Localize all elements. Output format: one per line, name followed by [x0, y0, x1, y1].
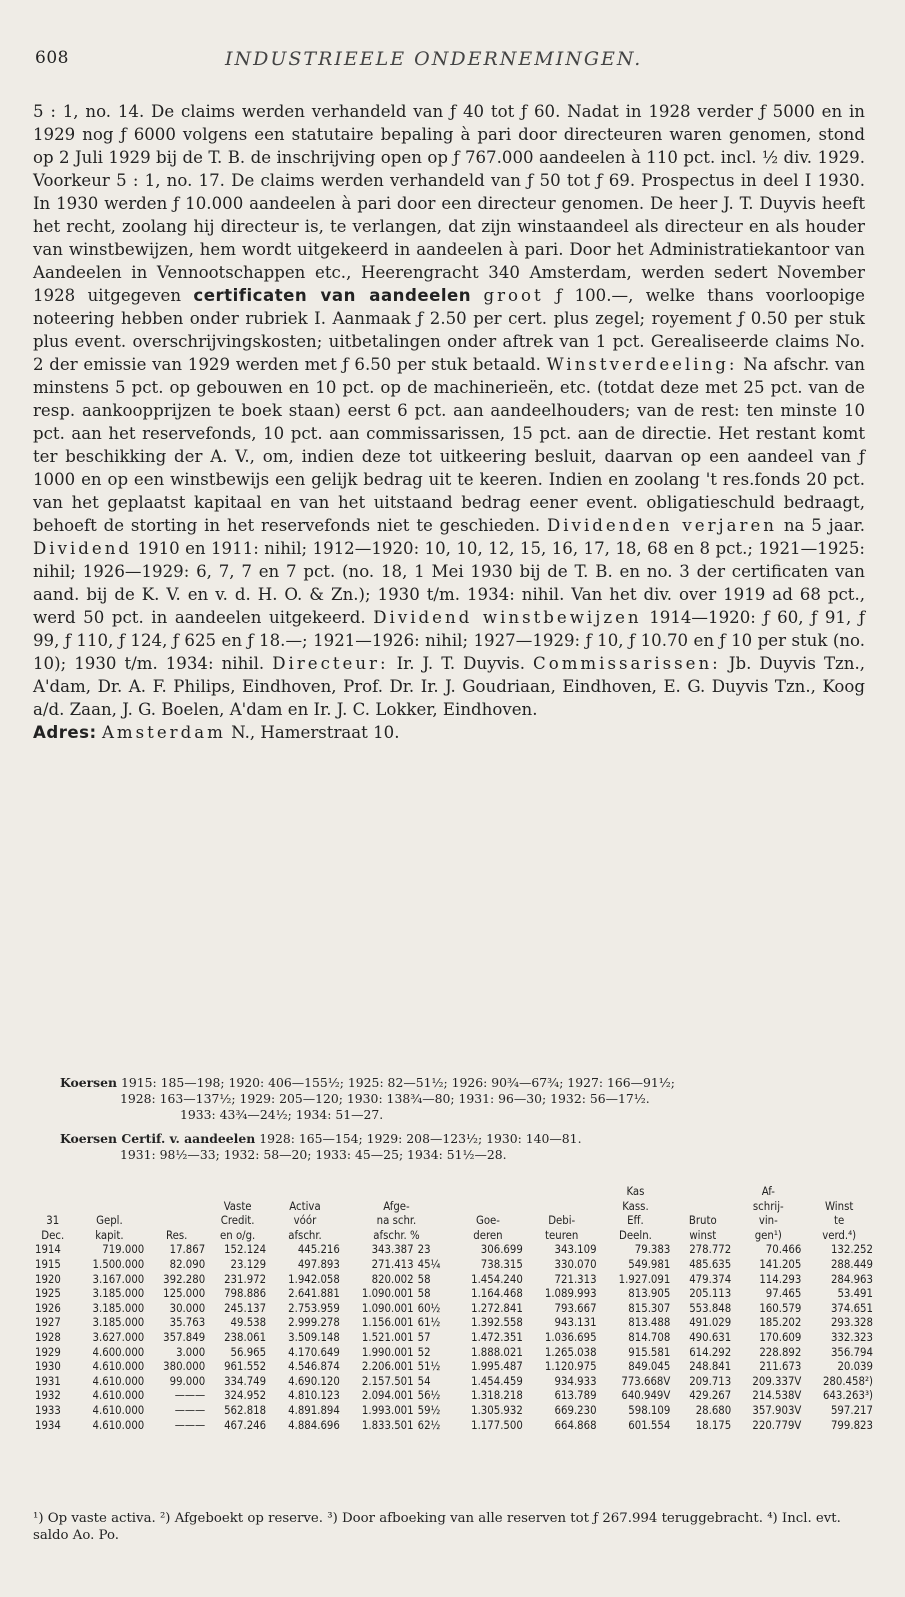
certificaten-text: ƒ 100.—, welke thans voorloopige noteering hebben onder rubriek I. Aanmaak ƒ 2.50 per cert. plus zegel; royement ƒ 0.50 per stuk plus event. overschrijvingskosten; uitbetalingen onder aftrek van 1 pct. Gerealiseerde claims No. 2 der emissie van 1929 werden met ƒ 6.50 per stuk betaald. — [33, 286, 865, 374]
column-header — [525, 1200, 599, 1215]
column-header: Winst — [825, 1199, 854, 1213]
koersen-line — [60, 1075, 840, 1091]
table-cell: 485.635 — [689, 1257, 732, 1271]
column-header: Eff. — [627, 1214, 644, 1228]
table-cell: 330.070 — [554, 1257, 597, 1271]
table-cell: 3.185.000 — [92, 1287, 145, 1301]
column-header: gen¹) — [754, 1228, 782, 1242]
table-cell: 1.090.001 — [361, 1287, 414, 1301]
table-cell: 1.089.993 — [544, 1287, 597, 1301]
table-cell: 2.753.959 — [288, 1301, 340, 1315]
table-row — [33, 1302, 875, 1317]
table-cell: 380.000 — [163, 1360, 206, 1374]
table-cell: 17.867 — [169, 1243, 206, 1257]
year-cell: 1933 — [35, 1403, 61, 1417]
column-header: afschr. % — [373, 1228, 420, 1242]
table-cell: 1.500.000 — [92, 1257, 145, 1271]
table-cell: 245.137 — [224, 1301, 267, 1315]
table-row — [33, 1331, 875, 1346]
table-cell: 228.892 — [759, 1345, 802, 1359]
table-cell: 293.328 — [830, 1316, 873, 1330]
table-cell: 2.157.501 — [361, 1374, 414, 1388]
table-cell: 35.763 — [169, 1316, 206, 1330]
table-cell: 60½ — [417, 1301, 441, 1315]
table-row — [33, 1316, 875, 1331]
table-cell: 49.538 — [230, 1316, 267, 1330]
column-header: 31 — [46, 1214, 60, 1228]
table-cell: 491.029 — [689, 1316, 732, 1330]
year-cell: 1930 — [35, 1360, 61, 1374]
koersen-values-2: 1928: 163—137½; 1929: 205—120; 1930: 138¾—80; 1931: 96—30; 1932: 56—17½. — [120, 1091, 650, 1106]
table-cell: 1.090.001 — [361, 1301, 414, 1315]
table-cell: 3.167.000 — [92, 1272, 145, 1286]
column-header: teuren — [545, 1228, 579, 1242]
table-cell: 58 — [417, 1272, 431, 1286]
adres-label: Adres: — [33, 723, 97, 742]
table-cell: 209.713 — [689, 1374, 732, 1388]
column-header: vóór — [293, 1214, 317, 1228]
table-cell: 3.627.000 — [92, 1330, 145, 1344]
column-header: schrij- — [752, 1199, 784, 1213]
directeur-text: Ir. J. T. Duyvis. — [396, 654, 525, 673]
dividend-winstbewijzen-text: 1914—1920: ƒ 60, ƒ 91, ƒ 99, ƒ 110, ƒ 124, ƒ 625 en ƒ 18.—; 1921—1926: nihil; 1927—1929: ƒ 10, ƒ 10.70 en ƒ 10 per stuk (no. 10); 1930 t/m. 1934: nihil. — [33, 608, 865, 673]
table-cell: 2.206.001 — [361, 1360, 414, 1374]
table-cell: 4.610.000 — [92, 1374, 145, 1388]
table-row — [33, 1243, 875, 1258]
table-cell: 4.546.874 — [288, 1360, 340, 1374]
table-cell: 3.509.148 — [288, 1330, 340, 1344]
koersen-cert-values-1: 1928: 165—154; 1929: 208—123½; 1930: 140—81. — [259, 1131, 582, 1146]
table-cell: 1.305.932 — [471, 1403, 523, 1417]
year-cell: 1920 — [35, 1272, 61, 1286]
table-cell: 4.690.120 — [288, 1374, 340, 1388]
column-header — [525, 1185, 599, 1200]
column-header — [803, 1185, 875, 1200]
table-row — [33, 1258, 875, 1273]
table-cell: 3.185.000 — [92, 1301, 145, 1315]
table-cell: 1.454.459 — [471, 1374, 523, 1388]
issue-history-text: 5 : 1, no. 14. De claims werden verhandeld van ƒ 40 tot ƒ 60. Nadat in 1928 verder ƒ 5000 en in 1929 nog ƒ 6000 volgens een statutaire bepaling à pari door directeuren waren genomen, stond op 2 Juli 1929 bij de T. B. de inschrijving open op ƒ 767.000 aandeelen à 110 pct. incl. ½ div. 1929. Voorkeur 5 : 1, no. 17. De claims werden verhandeld van ƒ 50 tot ƒ 69. Prospectus in deel I 1930. In 1930 werden ƒ 10.000 aandeelen à pari door een directeur genomen. De heer J. T. Duyvis heeft het recht, zoolang hij directeur is, te verlangen, dat zijn winstaandeel als directeur en als houder van winstbewijzen, hem wordt uitgekeerd in aandeelen à pari. Door het Administratiekantoor van Aandeelen in Vennootschappen etc., Heerengracht 340 Amsterdam, werden sedert November 1928 uitgegeven — [33, 102, 865, 305]
table-cell: 4.610.000 — [92, 1418, 145, 1432]
table-row — [33, 1404, 875, 1419]
table-cell: 1.156.001 — [361, 1316, 414, 1330]
column-header: Deeln. — [619, 1228, 652, 1242]
table-header-row — [33, 1229, 875, 1244]
table-cell: 214.538V — [752, 1389, 802, 1403]
column-header: Activa — [289, 1199, 321, 1213]
table-cell: 59½ — [417, 1403, 441, 1417]
column-header: na schr. — [376, 1214, 417, 1228]
groot-label: groot — [483, 286, 544, 305]
table-cell: 3.000 — [176, 1345, 206, 1359]
table-row — [33, 1273, 875, 1288]
column-header: Afge- — [383, 1199, 410, 1213]
table-cell: 278.772 — [689, 1243, 732, 1257]
table-cell: 152.124 — [224, 1243, 267, 1257]
column-header: Dec. — [41, 1228, 65, 1242]
table-cell: 4.810.123 — [288, 1389, 340, 1403]
table-cell: 28.680 — [695, 1403, 732, 1417]
table-cell: 209.337V — [752, 1374, 802, 1388]
table-cell: 1.833.501 — [361, 1418, 414, 1432]
column-header: afschr. — [288, 1228, 322, 1242]
year-cell: 1934 — [35, 1418, 61, 1432]
koersen-cert-label: Koersen Certif. v. aandeelen — [60, 1131, 256, 1146]
paragraph — [33, 100, 865, 721]
table-cell: 374.651 — [830, 1301, 873, 1315]
table-cell: 280.458²) — [822, 1374, 873, 1388]
year-cell: 1931 — [35, 1374, 61, 1388]
table-cell: 613.789 — [554, 1389, 597, 1403]
column-header: te — [834, 1214, 845, 1228]
table-cell: 1.177.500 — [471, 1418, 523, 1432]
table-cell: ——— — [174, 1403, 206, 1417]
table-cell: 1.318.218 — [471, 1389, 523, 1403]
table-cell: 1.942.058 — [288, 1272, 340, 1286]
table-cell: 721.313 — [554, 1272, 597, 1286]
table-cell: 132.252 — [830, 1243, 873, 1257]
footnote-text: ¹) Op vaste activa. ²) Afgeboekt op reserve. ³) Door afboeking van alle reserven tot ƒ 267.994 teruggebracht. ⁴) Incl. evt. saldo Ao. Po. — [33, 1511, 841, 1543]
column-header: Vaste — [223, 1199, 252, 1213]
table-cell: 490.631 — [689, 1330, 732, 1344]
table-cell: 4.170.649 — [288, 1345, 340, 1359]
koersen-cert-values-2: 1931: 98½—33; 1932: 58—20; 1933: 45—25; 1934: 51½—28. — [120, 1147, 507, 1162]
table-cell: 324.952 — [224, 1389, 267, 1403]
table-row — [33, 1287, 875, 1302]
table-cell: 1.036.695 — [544, 1330, 597, 1344]
table-cell: 1.120.975 — [544, 1360, 597, 1374]
column-header: Goe- — [475, 1214, 500, 1228]
table-cell: 1.272.841 — [471, 1301, 523, 1315]
table-cell: 1.993.001 — [361, 1403, 414, 1417]
table-cell: ——— — [174, 1418, 206, 1432]
table-cell: 61½ — [417, 1316, 441, 1330]
table-cell: 284.963 — [830, 1272, 873, 1286]
table-header-row — [33, 1214, 875, 1229]
koersen-label: Koersen — [60, 1075, 118, 1090]
table-cell: 2.094.001 — [361, 1389, 414, 1403]
table-cell: 553.848 — [689, 1301, 732, 1315]
table-cell: 82.090 — [169, 1257, 206, 1271]
column-header: Credit. — [220, 1214, 255, 1228]
table-cell: 849.045 — [628, 1360, 671, 1374]
table-cell: 160.579 — [759, 1301, 802, 1315]
table-cell: 961.552 — [224, 1360, 267, 1374]
table-cell: 1.888.021 — [471, 1345, 523, 1359]
table-cell: 211.673 — [759, 1360, 802, 1374]
dividenden-verjaren-label: Dividenden verjaren — [546, 516, 777, 535]
table-cell: 719.000 — [102, 1243, 145, 1257]
body-text — [33, 100, 865, 744]
table-cell: 288.449 — [830, 1257, 873, 1271]
table-cell: 57 — [417, 1330, 431, 1344]
table-cell: 1.521.001 — [361, 1330, 414, 1344]
koersen-cert-line — [60, 1131, 840, 1147]
year-cell: 1915 — [35, 1257, 61, 1271]
column-header: Debi- — [548, 1214, 576, 1228]
dividend-label: Dividend — [33, 539, 133, 558]
table-cell: 813.488 — [628, 1316, 671, 1330]
column-header — [33, 1200, 73, 1215]
table-cell: 4.610.000 — [92, 1403, 145, 1417]
table-body — [33, 1243, 875, 1433]
table-cell: 1.990.001 — [361, 1345, 414, 1359]
table-row — [33, 1375, 875, 1390]
table-cell: 53.491 — [837, 1287, 873, 1301]
table-header-row — [33, 1185, 875, 1200]
table-cell: 934.933 — [554, 1374, 597, 1388]
table-cell: 343.387 — [371, 1243, 414, 1257]
table-cell: 54 — [417, 1374, 431, 1388]
table-cell: 820.002 — [371, 1272, 414, 1286]
koersen-values-3: 1933: 43¾—24½; 1934: 51—27. — [180, 1107, 384, 1122]
winstverdeeling-label: Winstverdeeling: — [546, 355, 738, 374]
column-header: Af- — [761, 1185, 775, 1198]
table-cell: 1.265.038 — [544, 1345, 597, 1359]
column-header — [451, 1200, 525, 1215]
column-header: Bruto — [688, 1214, 717, 1228]
table-cell: 205.113 — [689, 1287, 732, 1301]
column-header: Kas — [626, 1185, 645, 1198]
table-cell: 56½ — [417, 1389, 441, 1403]
page-header — [35, 48, 875, 78]
column-header: verd.⁴) — [822, 1228, 857, 1242]
table-cell: 3.185.000 — [92, 1316, 145, 1330]
column-header — [672, 1200, 733, 1215]
table-cell: 220.779V — [752, 1418, 802, 1432]
column-header — [73, 1200, 147, 1215]
table-cell: 614.292 — [689, 1345, 732, 1359]
table-row — [33, 1360, 875, 1375]
column-header — [146, 1214, 207, 1229]
year-cell: 1926 — [35, 1301, 61, 1315]
table-cell: 798.886 — [224, 1287, 267, 1301]
table-cell: 23.129 — [230, 1257, 267, 1271]
table-cell: 271.413 — [371, 1257, 414, 1271]
koersen-section — [60, 1075, 840, 1163]
footnotes — [33, 1510, 873, 1544]
table-cell: 4.891.894 — [288, 1403, 340, 1417]
column-header: kapit. — [95, 1228, 124, 1242]
table-cell: 1.454.240 — [471, 1272, 523, 1286]
table-cell: 62½ — [417, 1418, 441, 1432]
table-cell: 467.246 — [224, 1418, 267, 1432]
adres-city: Amsterdam — [101, 723, 226, 742]
year-cell: 1925 — [35, 1287, 61, 1301]
table-cell: 392.280 — [163, 1272, 206, 1286]
column-header: vin- — [758, 1214, 778, 1228]
column-header — [146, 1185, 207, 1200]
table-cell: 4.610.000 — [92, 1360, 145, 1374]
table-cell: 4.884.696 — [288, 1418, 340, 1432]
year-cell: 1928 — [35, 1330, 61, 1344]
table-cell: 357.903V — [752, 1403, 802, 1417]
table-cell: 2.641.881 — [288, 1287, 340, 1301]
table-cell: 815.307 — [628, 1301, 671, 1315]
table-cell: 773.668V — [621, 1374, 671, 1388]
adres-rest: N., Hamerstraat 10. — [231, 723, 400, 742]
column-header — [207, 1185, 268, 1200]
table-cell: 45¼ — [417, 1257, 441, 1271]
column-header — [73, 1185, 147, 1200]
table-cell: 601.554 — [628, 1418, 671, 1432]
commissarissen-label: Commissarissen: — [533, 654, 721, 673]
column-header: deren — [473, 1228, 503, 1242]
table-row — [33, 1419, 875, 1434]
table-cell: 114.293 — [759, 1272, 802, 1286]
table-cell: 643.263³) — [822, 1389, 873, 1403]
table-cell: 738.315 — [480, 1257, 523, 1271]
table-cell: 1.472.351 — [471, 1330, 523, 1344]
table-cell: 238.061 — [224, 1330, 267, 1344]
year-cell: 1927 — [35, 1316, 61, 1330]
financial-table — [33, 1185, 875, 1433]
table-header-row — [33, 1200, 875, 1215]
table-cell: 4.610.000 — [92, 1389, 145, 1403]
table-cell: 669.230 — [554, 1403, 597, 1417]
directeur-label: Directeur: — [272, 654, 389, 673]
column-header: en o/g. — [220, 1228, 256, 1242]
column-header: Kass. — [622, 1199, 649, 1213]
running-title: INDUSTRIEELE ONDERNEMINGEN. — [225, 48, 643, 70]
column-header — [146, 1200, 207, 1215]
page-number: 608 — [35, 48, 69, 68]
table-cell: 640.949V — [621, 1389, 671, 1403]
table-cell: 58 — [417, 1287, 431, 1301]
table-cell: 51½ — [417, 1360, 441, 1374]
column-header: Res. — [166, 1228, 188, 1242]
table-cell: 562.818 — [224, 1403, 267, 1417]
dividend-winstbewijzen-label: Dividend winstbewijzen — [373, 608, 642, 627]
table-cell: 598.109 — [628, 1403, 671, 1417]
table-cell: 99.000 — [169, 1374, 206, 1388]
table-row — [33, 1389, 875, 1404]
table-cell: 141.205 — [759, 1257, 802, 1271]
table-cell: 97.465 — [765, 1287, 802, 1301]
year-cell: 1914 — [35, 1243, 61, 1257]
table-cell: 52 — [417, 1345, 431, 1359]
column-header: winst — [689, 1228, 717, 1242]
table-cell: 23 — [417, 1243, 431, 1257]
table-cell: 429.267 — [689, 1389, 732, 1403]
winstverdeeling-text: Na afschr. van minstens 5 pct. op gebouwen en 10 pct. op de machinerieën, etc. (totdat deze met 25 pct. van de resp. aankoopprijzen te boek staan) eerst 6 pct. aan aandeelhouders; van de rest: ten minste 10 pct. aan het reservefonds, 10 pct. aan commissarissen, 15 pct. aan de directie. Het restant komt ter beschikking der A. V., om, indien deze tot uitkeering besluit, daarvan op een aandeel van ƒ 1000 en op een winstbewijs een gelijk bedrag uit te keeren. Indien en zoolang 't res.fonds 20 pct. van het geplaatst kapitaal en van het uitstaand bedrag eener event. obligatieschuld bedraagt, behoeft de storting in het reservefonds niet te geschieden. — [33, 355, 865, 535]
table-cell: 4.600.000 — [92, 1345, 145, 1359]
table-cell: 597.217 — [830, 1403, 873, 1417]
table-cell: 445.216 — [297, 1243, 340, 1257]
koersen-values-1: 1915: 185—198; 1920: 406—155½; 1925: 82—51½; 1926: 90¾—67¾; 1927: 166—91½; — [121, 1075, 675, 1090]
table-cell: 497.893 — [297, 1257, 340, 1271]
table-cell: 813.905 — [628, 1287, 671, 1301]
table-cell: 332.323 — [830, 1330, 873, 1344]
table-cell: 1.392.558 — [471, 1316, 523, 1330]
table-cell: 793.667 — [554, 1301, 597, 1315]
column-header — [451, 1185, 525, 1200]
table-row — [33, 1346, 875, 1361]
table-cell: 357.849 — [163, 1330, 206, 1344]
table-cell: 20.039 — [837, 1360, 873, 1374]
table-cell: 306.699 — [480, 1243, 523, 1257]
dividend-text: 1910 en 1911: nihil; 1912—1920: 10, 10, 12, 15, 16, 17, 18, 68 en 8 pct.; 1921—1925: nihil; 1926—1929: 6, 7, 7 en 7 pct. (no. 18, 1 Mei 1930 bij de T. B. en no. 3 der certificaten van aand. bij de K. V. en v. d. H. O. & Zn.); 1930 t/m. 1934: nihil. Van het div. over 1919 ad 68 pct., werd 50 pct. in aandeelen uitgekeerd. — [33, 539, 865, 627]
certificaten-heading: certificaten van aandeelen — [193, 286, 472, 305]
table-cell: 1.927.091 — [618, 1272, 671, 1286]
column-header: Gepl. — [96, 1214, 123, 1228]
column-header — [33, 1185, 73, 1200]
table-cell: ——— — [174, 1389, 206, 1403]
table-cell: 79.383 — [634, 1243, 671, 1257]
table-cell: 814.708 — [628, 1330, 671, 1344]
table-cell: 343.109 — [554, 1243, 597, 1257]
commissarissen-text: Jb. Duyvis Tzn., A'dam, Dr. A. F. Philips, Eindhoven, Prof. Dr. Ir. J. Goudriaan, Eindhoven, E. G. Duyvis Tzn., Koog a/d. Zaan, J. G. Boelen, A'dam en Ir. J. C. Lokker, Eindhoven. — [33, 654, 866, 719]
table-cell: 2.999.278 — [288, 1316, 340, 1330]
table-cell: 1.995.487 — [471, 1360, 523, 1374]
table-cell: 125.000 — [163, 1287, 206, 1301]
table-cell: 664.868 — [554, 1418, 597, 1432]
year-cell: 1932 — [35, 1389, 61, 1403]
table-header — [33, 1185, 875, 1243]
table-cell: 30.000 — [169, 1301, 206, 1315]
table-cell: 185.202 — [759, 1316, 802, 1330]
table-cell: 248.841 — [689, 1360, 732, 1374]
table-cell: 943.131 — [554, 1316, 597, 1330]
table-cell: 549.981 — [628, 1257, 671, 1271]
dividenden-verjaren-text: na 5 jaar. — [783, 516, 866, 535]
table-cell: 170.609 — [759, 1330, 802, 1344]
table-cell: 915.581 — [628, 1345, 671, 1359]
table-cell: 1.164.468 — [471, 1287, 523, 1301]
table-cell: 479.374 — [689, 1272, 732, 1286]
column-header — [268, 1185, 342, 1200]
address-line — [33, 721, 865, 744]
year-cell: 1929 — [35, 1345, 61, 1359]
table-cell: 70.466 — [765, 1243, 802, 1257]
table-cell: 56.965 — [230, 1345, 267, 1359]
table-cell: 799.823 — [830, 1418, 873, 1432]
column-header — [672, 1185, 733, 1200]
column-header — [342, 1185, 451, 1200]
table-cell: 334.749 — [224, 1374, 267, 1388]
table-cell: 18.175 — [695, 1418, 732, 1432]
table-cell: 356.794 — [830, 1345, 873, 1359]
table-cell: 231.972 — [224, 1272, 267, 1286]
